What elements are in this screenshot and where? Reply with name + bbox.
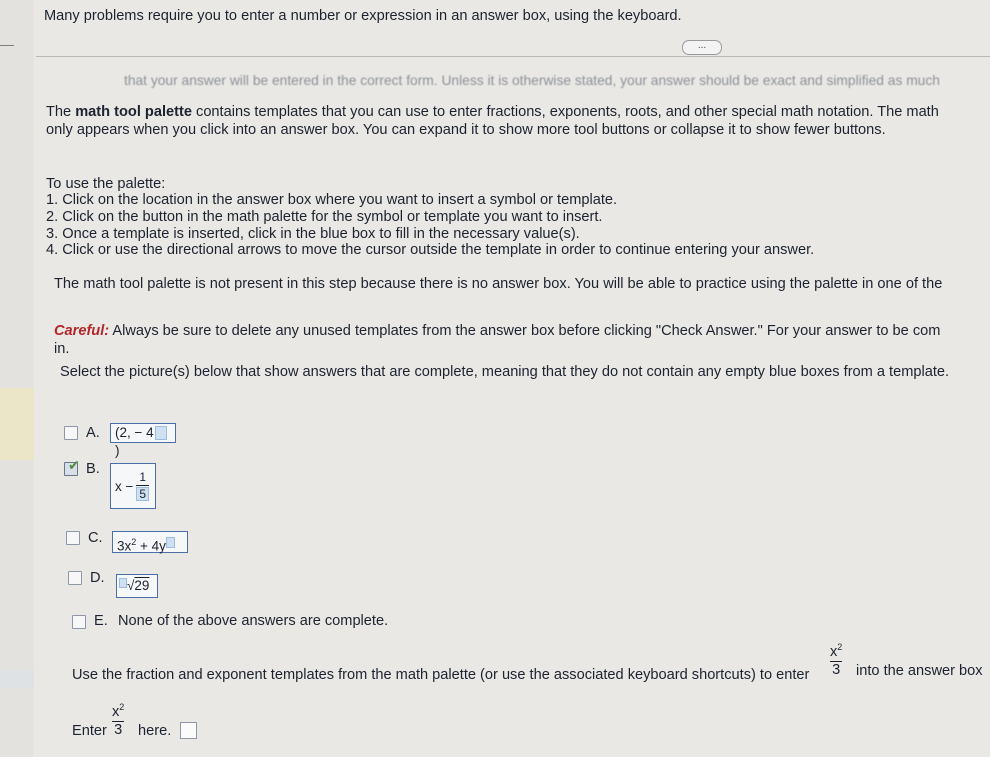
palette-term: math tool palette xyxy=(75,104,192,120)
left-side-band xyxy=(0,670,34,688)
option-d-checkbox[interactable] xyxy=(68,571,82,585)
option-b-answer-box xyxy=(110,463,156,509)
option-c-empty-slot xyxy=(166,537,175,548)
enter-expression xyxy=(112,703,124,738)
option-b-letter: B. xyxy=(86,461,100,477)
enter-suffix: here. xyxy=(138,723,172,739)
option-c-checkbox[interactable] xyxy=(66,531,80,545)
option-a-letter: A. xyxy=(86,425,100,441)
option-d-answer-box xyxy=(116,574,158,598)
enter-num-base: x xyxy=(112,703,120,720)
option-d-letter: D. xyxy=(90,570,105,586)
intro-text: Many problems require you to enter a number or expression in an answer box, using the keyboard. xyxy=(44,8,682,24)
expand-more-button[interactable]: ... xyxy=(682,40,722,55)
left-side-tab[interactable] xyxy=(0,388,34,460)
section-divider xyxy=(36,56,990,57)
radical-sign-icon: √ xyxy=(127,578,135,593)
enter-den: 3 xyxy=(114,722,123,739)
step-3: 3. Once a template is inserted, click in the blue box to fill in the necessary value(s). xyxy=(46,226,580,242)
option-c-exponent: 2 xyxy=(131,537,137,547)
fraction-task-num-exp: 2 xyxy=(837,642,843,652)
palette-rest: contains templates that you can use to enter fractions, exponents, roots, and other special math notation. The math xyxy=(191,104,939,120)
x-squared-over-3 xyxy=(830,643,842,678)
option-e-text: None of the above answers are complete. xyxy=(118,613,389,629)
step-2: 2. Click on the button in the math palette for the symbol or template you want to insert. xyxy=(46,209,603,225)
careful-label: Careful: xyxy=(54,323,110,339)
step-1: 1. Click on the location in the answer box where you want to insert a symbol or template. xyxy=(46,192,618,208)
option-c-letter: C. xyxy=(88,530,103,546)
enter-fraction xyxy=(112,703,124,738)
option-a-empty-slot xyxy=(155,426,167,440)
left-margin xyxy=(0,0,34,757)
option-d-empty-index-slot xyxy=(119,578,127,588)
option-a-close-paren: ) xyxy=(115,443,120,458)
option-c-rest: + 4y xyxy=(136,538,166,554)
check-mark-icon: ✔ xyxy=(68,457,80,473)
option-a-answer-box xyxy=(110,423,176,458)
fraction-task-expression xyxy=(830,643,842,678)
careful-note-line2: in. xyxy=(54,341,70,357)
option-c-answer-box xyxy=(112,531,188,553)
option-b-checkbox[interactable] xyxy=(64,457,80,476)
option-e-letter: E. xyxy=(94,613,108,629)
fraction-task-num-base: x xyxy=(830,643,838,660)
collapse-arrow-icon[interactable]: — xyxy=(0,36,14,52)
option-b-fraction xyxy=(136,471,149,501)
palette-description-line2: only appears when you click into an answer box. You can expand it to show more tool buttons or collapse it to show fewer buttons. xyxy=(46,122,886,138)
option-b-numerator: 1 xyxy=(139,469,147,484)
option-c-expression: 3x xyxy=(117,538,132,554)
steps-heading: To use the palette: xyxy=(46,176,166,192)
fraction-task-den: 3 xyxy=(832,662,841,679)
step-4: 4. Click or use the directional arrows to move the cursor outside the template in order to continue entering your answer. xyxy=(46,242,815,258)
fraction-task-suffix: into the answer box xyxy=(856,663,983,679)
fraction-task-text: Use the fraction and exponent templates from the math palette (or use the associated keyboard shortcuts) to enter xyxy=(72,667,810,683)
answer-input-box[interactable] xyxy=(180,722,197,739)
option-a-checkbox[interactable] xyxy=(64,426,78,440)
option-e-checkbox[interactable] xyxy=(72,615,86,629)
palette-not-present-text: The math tool palette is not present in this step because there is no answer box. You will be able to practice using the palette in one of the xyxy=(54,276,943,292)
option-d-radicand: 29 xyxy=(134,578,150,593)
question-text: Select the picture(s) below that show answers that are complete, meaning that they do not contain any empty blue boxes from a template. xyxy=(60,364,950,380)
fraction-bar xyxy=(136,485,149,486)
palette-prefix: The xyxy=(46,104,76,120)
careful-text: Always be sure to delete any unused templates from the answer box before clicking "Check Answer." For your answer to be com xyxy=(109,323,941,339)
option-a-expression: (2, − 4 xyxy=(115,425,154,440)
option-b-denominator: 5 xyxy=(136,487,149,502)
enter-label: Enter xyxy=(72,723,107,739)
option-b-expression: x − xyxy=(115,478,134,494)
faded-instruction-line: that your answer will be entered in the correct form. Unless it is otherwise stated, your answer should be exact and simplified as much xyxy=(124,73,940,88)
careful-note xyxy=(54,323,940,339)
palette-description-line1 xyxy=(46,104,939,120)
enter-num-exp: 2 xyxy=(119,702,125,712)
